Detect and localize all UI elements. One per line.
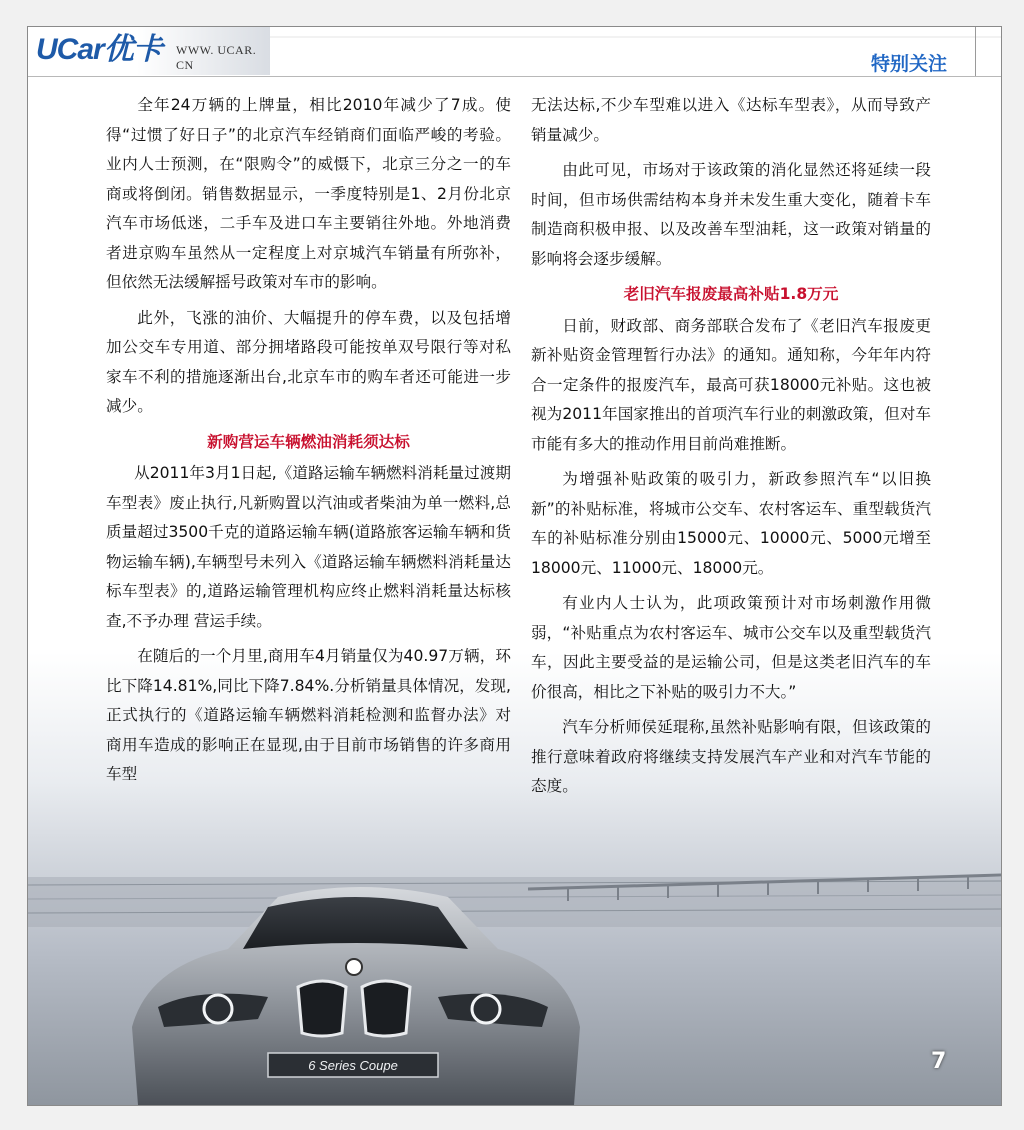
car-image: [118, 857, 588, 1105]
left-paragraph-3: 从2011年3月1日起,《道路运输车辆燃料消耗量过渡期车型表》废止执行,凡新购置以汽油或者柴油为单一燃料,总质量超过3500千克的道路运输车辆(道路旅客运输车辆和货物运输车辆),车辆型号未列入《道路运输车辆燃料消耗量达标车型表》的,道路运输管理机构应终止燃料消耗量达标核查,不予办理 营运手续。: [106, 464, 511, 630]
header-underline: [28, 76, 1001, 77]
right-paragraph-4: 为增强补贴政策的吸引力，新政参照汽车“以旧换新”的补贴标准，将城市公交车、农村客运车、重型载货汽车的补贴标准分别由15000元、10000元、5000元增至18000元、11000元、18000元。: [531, 470, 931, 577]
ucar-logo: UCar优卡: [36, 33, 162, 66]
logo-bar: [28, 27, 270, 75]
site-url: WWW. UCAR. CN: [176, 43, 257, 72]
magazine-page: [27, 26, 1002, 1106]
right-paragraph-6: 汽车分析师侯延琨称,虽然补贴影响有限，但该政策的推行意味着政府将继续支持发展汽车产业和对汽车节能的态度。: [531, 718, 931, 795]
right-paragraph-2: 由此可见，市场对于该政策的消化显然还将延续一段时间，但市场供需结构本身并未发生重大变化，随着卡车制造商积极申报、以及改善车型油耗，这一政策对销量的影响将会逐步缓解。: [531, 161, 931, 268]
car-badge-text: 6 Series Coupe: [308, 1058, 398, 1073]
right-paragraph-3: 日前，财政部、商务部联合发布了《老旧汽车报废更新补贴资金管理暂行办法》的通知。通知称，今年年内符合一定条件的报废汽车，最高可获18000元补贴。这也被视为2011年国家推出的首项汽车行业的刺激政策，但对车市能有多大的推动作用目前尚难推断。: [531, 316, 931, 453]
header-divider: [975, 27, 976, 77]
right-paragraph-5: 有业内人士认为，此项政策预计对市场刺激作用微弱，“补贴重点为农村客运车、城市公交车以及重型载货汽车，因此主要受益的是运输公司，但是这类老旧汽车的车价很高，相比之下补贴的吸引力不大。”: [531, 594, 931, 701]
heading-scrap-subsidy: 老旧汽车报废最高补贴1.8万元: [623, 285, 839, 303]
right-column: [531, 91, 931, 808]
left-paragraph-4: 在随后的一个月里,商用车4月销量仅为40.97万辆，环比下降14.81%,同比下降7.84%.分析销量具体情况，发现,正式执行的《道路运输车辆燃料消耗检测和监督办法》对商用车造成的影响正在显现,由于目前市场销售的许多商用车型: [106, 647, 511, 783]
left-column: [106, 91, 511, 796]
section-title: 特别关注: [870, 53, 947, 75]
right-paragraph-1: 无法达标,不少车型难以进入《达标车型表》，从而导致产销量减少。: [531, 96, 931, 144]
page-header: [28, 27, 1001, 77]
left-paragraph-1: 全年24万辆的上牌量，相比2010年减少了7成。使得“过惯了好日子”的北京汽车经销商们面临严峻的考验。业内人士预测，在“限购令”的威慑下，北京三分之一的车商或将倒闭。销售数据显示，一季度特别是1、2月份北京汽车市场低迷，二手车及进口车主要销往外地。外地消费者进京购车虽然从一定程度上对京城汽车销量有所弥补，但依然无法缓解摇号政策对车市的影响。: [106, 96, 511, 291]
page-number: 7: [931, 1049, 947, 1074]
heading-fuel-standard: 新购营运车辆燃油消耗须达标: [207, 432, 410, 451]
left-paragraph-2: 此外，飞涨的油价、大幅提升的停车费，以及包括增加公交车专用道、部分拥堵路段可能按单双号限行等对私家车不利的措施逐渐出台,北京车市的购车者还可能进一步减少。: [106, 308, 511, 415]
